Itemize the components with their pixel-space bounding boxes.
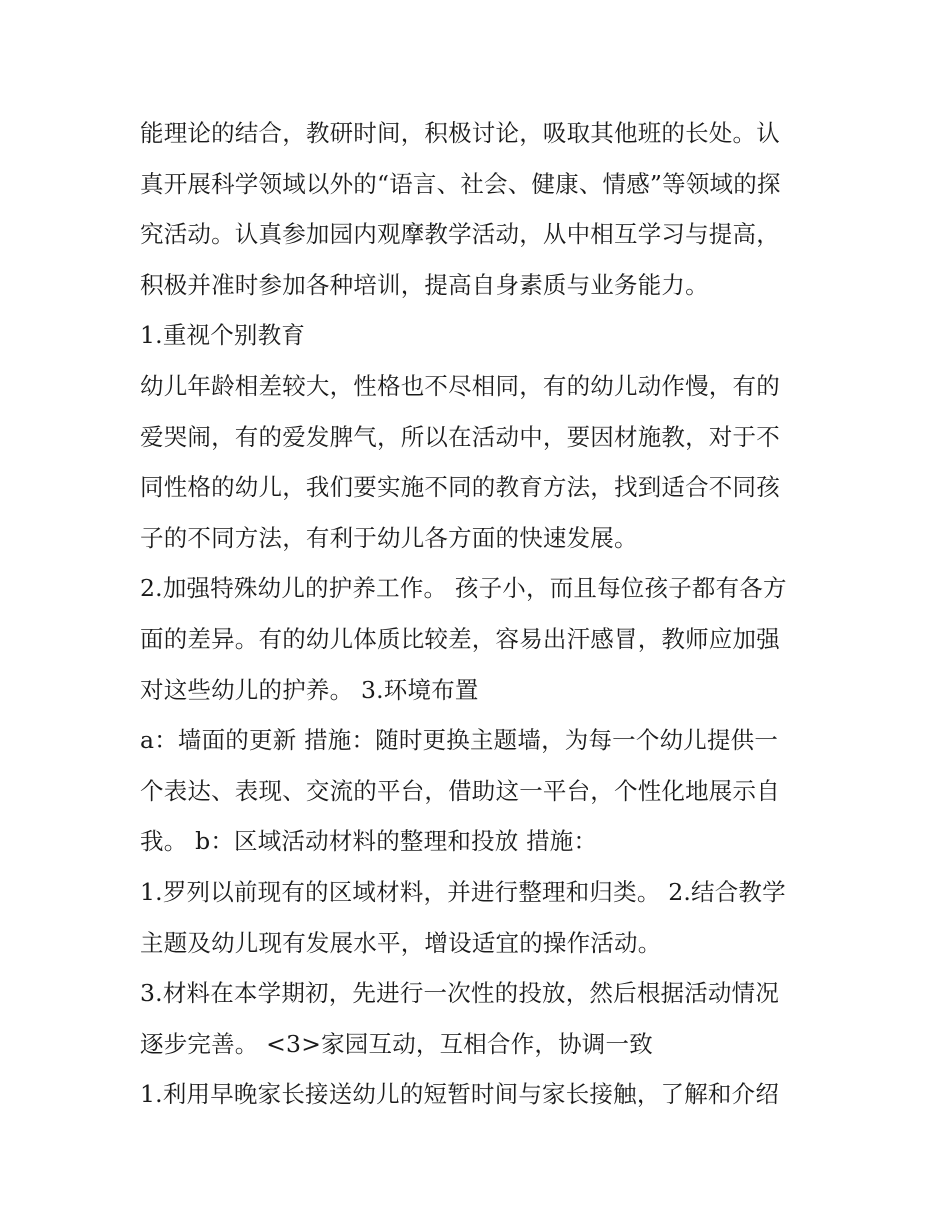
- text-line: a：墙面的更新 措施：随时更换主题墙，为每一个幼儿提供一: [140, 726, 779, 755]
- text-line: 3.材料在本学期初，先进行一次性的投放，然后根据活动情况: [140, 979, 780, 1008]
- text-line: 个表达、表现、交流的平台，借助这一平台，个性化地展示自: [140, 776, 780, 805]
- text-line: 同性格的幼儿，我们要实施不同的教育方法，找到适合不同孩: [140, 473, 780, 502]
- text-line: 积极并准时参加各种培训，提高自身素质与业务能力。: [140, 270, 709, 299]
- text-line: 对这些幼儿的护养。 3.环境布置: [140, 675, 479, 704]
- text-line: 2.加强特殊幼儿的护养工作。 孩子小，而且每位孩子都有各方: [140, 574, 787, 603]
- text-line: 真开展科学领域以外的“语言、社会、健康、情感”等领域的探: [140, 169, 781, 198]
- text-line: 究活动。认真参加园内观摩教学活动，从中相互学习与提高，: [140, 220, 780, 249]
- text-line: 主题及幼儿现有发展水平，增设适宜的操作活动。: [140, 928, 662, 957]
- section-heading: 1.重视个别教育: [140, 321, 306, 350]
- text-line: 1.利用早晚家长接送幼儿的短暂时间与家长接触，了解和介绍: [140, 1080, 780, 1109]
- text-line: 我。 b：区域活动材料的整理和投放 措施：: [140, 827, 598, 856]
- text-line: 能理论的结合，教研时间，积极讨论，吸取其他班的长处。认: [140, 119, 780, 147]
- text-line: 子的不同方法，有利于幼儿各方面的快速发展。: [140, 523, 638, 552]
- text-line: 1.罗列以前现有的区域材料，并进行整理和归类。 2.结合教学: [140, 877, 786, 906]
- text-line: 爱哭闹，有的爱发脾气，所以在活动中，要因材施教，对于不: [140, 422, 780, 451]
- text-line: 幼儿年龄相差较大，性格也不尽相同，有的幼儿动作慢，有的: [140, 371, 780, 400]
- text-line: 面的差异。有的幼儿体质比较差，容易出汗感冒，教师应加强: [140, 624, 780, 653]
- document-body: [140, 108, 820, 1120]
- text-line: 逐步完善。 <3>家园互动，互相合作，协调一致: [140, 1029, 653, 1058]
